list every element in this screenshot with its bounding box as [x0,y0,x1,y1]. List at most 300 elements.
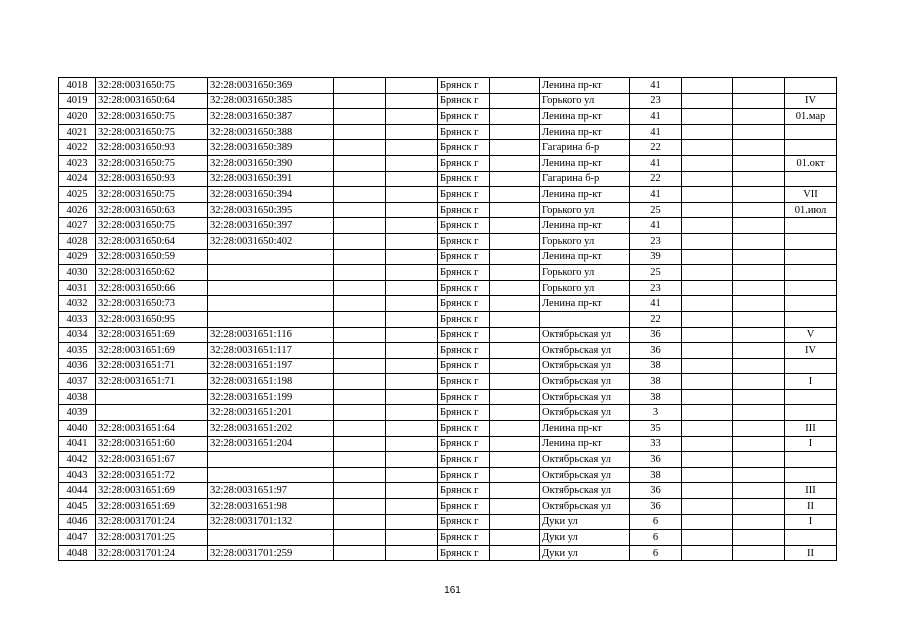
table-cell [682,202,733,218]
table-cell [334,140,386,156]
table-cell [682,389,733,405]
table-cell: Октябрьская ул [540,405,630,421]
table-cell: 32:28:0031650:75 [96,187,208,203]
table-cell: Брянск г [438,218,490,234]
table-row [59,327,837,343]
table-cell: Октябрьская ул [540,343,630,359]
table-cell: 32:28:0031650:385 [208,93,334,109]
table-cell [386,249,438,265]
table-cell: 4025 [59,187,96,203]
table-cell: Гагарина б-р [540,140,630,156]
table-row [59,374,837,390]
table-cell: Октябрьская ул [540,389,630,405]
table-cell [386,124,438,140]
table-cell: 32:28:0031650:388 [208,124,334,140]
table-cell [682,78,733,94]
table-cell [490,374,540,390]
table-cell [490,249,540,265]
table-row [59,436,837,452]
table-cell: 32:28:0031701:132 [208,514,334,530]
table-cell: Ленина пр-кт [540,155,630,171]
table-cell: 32:28:0031701:24 [96,545,208,561]
table-cell: 32:28:0031650:62 [96,265,208,281]
table-cell [386,280,438,296]
table-cell: 32:28:0031650:63 [96,202,208,218]
table-cell [490,218,540,234]
table-cell: Брянск г [438,467,490,483]
table-cell: Октябрьская ул [540,483,630,499]
table-cell: Ленина пр-кт [540,296,630,312]
table-cell: Ленина пр-кт [540,421,630,437]
table-cell [386,140,438,156]
table-cell: 32:28:0031650:402 [208,233,334,249]
table-cell [386,467,438,483]
table-cell [386,78,438,94]
table-row [59,514,837,530]
table-row [59,452,837,468]
table-cell: 4033 [59,311,96,327]
table-cell: Брянск г [438,452,490,468]
table-cell [490,514,540,530]
table-cell [733,389,785,405]
table-cell [490,124,540,140]
table-cell [682,187,733,203]
table-cell [334,296,386,312]
table-cell: Брянск г [438,233,490,249]
table-cell: 4027 [59,218,96,234]
table-cell: Брянск г [438,327,490,343]
table-cell: 32:28:0031650:64 [96,93,208,109]
table-cell: Брянск г [438,421,490,437]
table-cell: Брянск г [438,171,490,187]
table-cell: 25 [630,202,682,218]
table-cell [490,499,540,515]
table-cell: 41 [630,109,682,125]
table-row [59,265,837,281]
table-cell [682,327,733,343]
table-cell [334,514,386,530]
table-cell [733,171,785,187]
table-cell [334,218,386,234]
table-cell [490,545,540,561]
table-cell [682,343,733,359]
table-cell [733,124,785,140]
table-cell: Брянск г [438,249,490,265]
table-cell [733,202,785,218]
table-cell: Горького ул [540,233,630,249]
table-cell [334,311,386,327]
table-cell [733,343,785,359]
table-cell [386,436,438,452]
table-cell: 32:28:0031651:69 [96,483,208,499]
table-cell: 32:28:0031650:75 [96,78,208,94]
table-cell [682,467,733,483]
table-row [59,296,837,312]
table-cell [733,311,785,327]
table-cell: 32:28:0031650:95 [96,311,208,327]
table-cell [682,421,733,437]
table-cell: VII [785,187,837,203]
table-cell [386,389,438,405]
table-cell [682,374,733,390]
table-cell: 6 [630,545,682,561]
cadastral-table [58,77,837,561]
table-cell: 36 [630,483,682,499]
table-cell [785,530,837,546]
table-cell [733,358,785,374]
table-cell [490,78,540,94]
table-cell: 4019 [59,93,96,109]
table-cell [490,280,540,296]
table-cell: 4037 [59,374,96,390]
table-cell [386,358,438,374]
table-cell: 22 [630,171,682,187]
table-cell [682,155,733,171]
table-cell: 38 [630,358,682,374]
table-cell: 22 [630,311,682,327]
table-cell [490,233,540,249]
table-row [59,109,837,125]
table-cell: 32:28:0031651:117 [208,343,334,359]
table-cell: 32:28:0031651:69 [96,343,208,359]
table-cell: 4038 [59,389,96,405]
table-cell [334,545,386,561]
table-cell [490,109,540,125]
table-cell [386,311,438,327]
table-cell [733,249,785,265]
table-row [59,93,837,109]
table-row [59,530,837,546]
table-cell: 6 [630,530,682,546]
table-cell: Брянск г [438,483,490,499]
table-cell [386,514,438,530]
table-cell [386,499,438,515]
table-cell: 4042 [59,452,96,468]
table-cell [208,265,334,281]
table-cell: Ленина пр-кт [540,78,630,94]
table-cell: Октябрьская ул [540,467,630,483]
table-row [59,545,837,561]
table-cell [334,109,386,125]
table-cell: Брянск г [438,499,490,515]
table-cell: 32:28:0031651:97 [208,483,334,499]
table-cell: 32:28:0031650:75 [96,218,208,234]
table-cell [785,171,837,187]
table-cell [334,499,386,515]
table-cell [490,343,540,359]
table-cell: Ленина пр-кт [540,187,630,203]
table-cell [682,405,733,421]
table-cell [682,530,733,546]
table-cell: 32:28:0031651:69 [96,327,208,343]
table-cell [682,499,733,515]
table-cell [490,202,540,218]
table-cell: 36 [630,327,682,343]
table-cell: 32:28:0031650:59 [96,249,208,265]
table-cell [386,202,438,218]
table-cell [682,483,733,499]
table-cell: Брянск г [438,530,490,546]
table-cell: 25 [630,265,682,281]
table-cell [733,233,785,249]
table-cell: 32:28:0031650:75 [96,124,208,140]
table-cell [785,78,837,94]
table-cell [334,78,386,94]
page-number: 161 [444,585,461,596]
table-cell: Брянск г [438,187,490,203]
table-cell [334,389,386,405]
table-cell: Дуки ул [540,545,630,561]
table-cell [733,405,785,421]
table-cell: II [785,545,837,561]
table-cell: Брянск г [438,374,490,390]
table-cell [733,265,785,281]
table-row [59,140,837,156]
table-cell [334,530,386,546]
table-cell: 32:28:0031651:198 [208,374,334,390]
table-cell [96,405,208,421]
table-cell: 32:28:0031651:98 [208,499,334,515]
table-cell [490,483,540,499]
table-cell: 32:28:0031650:75 [96,109,208,125]
table-cell [490,358,540,374]
table-cell: 4023 [59,155,96,171]
table-cell: Горького ул [540,93,630,109]
table-cell: 41 [630,78,682,94]
table-cell: Брянск г [438,109,490,125]
table-cell [490,187,540,203]
table-cell [490,171,540,187]
table-cell: Ленина пр-кт [540,249,630,265]
table-cell: IV [785,343,837,359]
table-cell [334,249,386,265]
table-cell: Ленина пр-кт [540,218,630,234]
table-cell [386,109,438,125]
table-cell [490,327,540,343]
table-cell: 32:28:0031651:60 [96,436,208,452]
table-cell [334,483,386,499]
table-cell [733,483,785,499]
table-cell [208,467,334,483]
table-cell: Горького ул [540,280,630,296]
table-row [59,311,837,327]
table-cell [96,389,208,405]
table-cell [334,202,386,218]
table-cell: 4024 [59,171,96,187]
table-cell: 4044 [59,483,96,499]
table-cell: 32:28:0031651:201 [208,405,334,421]
table-cell [490,389,540,405]
table-cell: 4032 [59,296,96,312]
table-cell [490,311,540,327]
table-cell [208,452,334,468]
table-cell [208,249,334,265]
table-cell [785,249,837,265]
table-cell: Брянск г [438,436,490,452]
table-cell: 32:28:0031651:204 [208,436,334,452]
table-cell [785,124,837,140]
table-cell [334,452,386,468]
table-row [59,155,837,171]
table-cell: 4031 [59,280,96,296]
table-cell [733,436,785,452]
table-cell [386,233,438,249]
table-cell [682,265,733,281]
table-cell: 32:28:0031651:64 [96,421,208,437]
table-cell: Брянск г [438,405,490,421]
table-cell: III [785,483,837,499]
table-cell [682,514,733,530]
table-cell [682,280,733,296]
table-cell [682,93,733,109]
table-row [59,467,837,483]
table-cell: Ленина пр-кт [540,124,630,140]
table-cell: 32:28:0031650:395 [208,202,334,218]
table-cell [386,483,438,499]
table-cell: 4047 [59,530,96,546]
table-cell: Брянск г [438,202,490,218]
table-cell: 01.окт [785,155,837,171]
table-cell: 4041 [59,436,96,452]
table-cell [334,405,386,421]
table-cell [334,467,386,483]
table-cell [733,296,785,312]
table-cell: 01.мар [785,109,837,125]
table-cell [733,187,785,203]
table-cell [733,280,785,296]
table-cell [490,452,540,468]
table-cell: 36 [630,343,682,359]
table-cell [334,233,386,249]
table-cell: 32:28:0031651:116 [208,327,334,343]
table-cell: Брянск г [438,358,490,374]
table-cell [334,436,386,452]
table-cell [733,530,785,546]
table-cell [682,311,733,327]
table-cell: III [785,421,837,437]
table-cell: 4034 [59,327,96,343]
table-row [59,249,837,265]
table-cell: 39 [630,249,682,265]
table-cell: 32:28:0031650:75 [96,155,208,171]
table-row [59,187,837,203]
table-cell: Октябрьская ул [540,374,630,390]
table-cell [208,530,334,546]
table-cell [733,545,785,561]
table-cell [490,155,540,171]
table-cell: Брянск г [438,296,490,312]
table-cell: 35 [630,421,682,437]
table-cell [733,514,785,530]
table-cell: 32:28:0031650:387 [208,109,334,125]
table-cell: 38 [630,467,682,483]
table-cell: 4039 [59,405,96,421]
table-cell: 32:28:0031650:73 [96,296,208,312]
table-cell [682,545,733,561]
table-cell [733,109,785,125]
table-cell [334,187,386,203]
table-cell [386,343,438,359]
table-cell: Брянск г [438,265,490,281]
table-cell: 4043 [59,467,96,483]
table-cell: 3 [630,405,682,421]
table-cell [490,265,540,281]
table-cell [733,499,785,515]
table-cell: V [785,327,837,343]
table-cell: 4046 [59,514,96,530]
table-cell: 32:28:0031650:390 [208,155,334,171]
table-cell [334,421,386,437]
table-cell: 32:28:0031650:391 [208,171,334,187]
table-row [59,171,837,187]
table-cell: 32:28:0031650:369 [208,78,334,94]
table-cell [682,109,733,125]
table-cell: 32:28:0031651:202 [208,421,334,437]
table-cell: Горького ул [540,202,630,218]
table-cell: 4048 [59,545,96,561]
table-row [59,218,837,234]
table-cell: 41 [630,187,682,203]
table-cell: Брянск г [438,124,490,140]
table-cell [785,296,837,312]
table-cell [733,93,785,109]
table-cell: 01.июл [785,202,837,218]
table-cell [785,218,837,234]
table-cell: 32:28:0031701:259 [208,545,334,561]
table-cell [733,155,785,171]
table-cell [682,452,733,468]
table-row [59,405,837,421]
table-cell: 4018 [59,78,96,94]
table-cell [682,358,733,374]
table-cell [208,280,334,296]
table-cell [334,93,386,109]
table-cell [334,280,386,296]
table-cell: Брянск г [438,78,490,94]
table-cell: 32:28:0031651:72 [96,467,208,483]
table-cell [733,374,785,390]
table-cell: 32:28:0031650:66 [96,280,208,296]
table-cell: Брянск г [438,343,490,359]
table-row [59,499,837,515]
table-cell: 32:28:0031701:24 [96,514,208,530]
table-cell: 23 [630,280,682,296]
table-cell: 32:28:0031650:93 [96,171,208,187]
table-cell: 32:28:0031651:71 [96,358,208,374]
table-row [59,421,837,437]
table-row [59,280,837,296]
table-cell [334,265,386,281]
table-cell: 32:28:0031650:64 [96,233,208,249]
table-cell: 41 [630,296,682,312]
table-row [59,124,837,140]
table-cell [334,155,386,171]
table-cell [386,545,438,561]
table-row [59,389,837,405]
table-cell [386,187,438,203]
table-cell [785,233,837,249]
table-cell: 32:28:0031650:397 [208,218,334,234]
table-cell [386,327,438,343]
table-cell [785,311,837,327]
table-cell: Горького ул [540,265,630,281]
table-cell: 4020 [59,109,96,125]
table-cell: Гагарина б-р [540,171,630,187]
table-cell: 32:28:0031651:67 [96,452,208,468]
table-cell: 32:28:0031650:394 [208,187,334,203]
table-cell: 4040 [59,421,96,437]
table-cell: 38 [630,374,682,390]
